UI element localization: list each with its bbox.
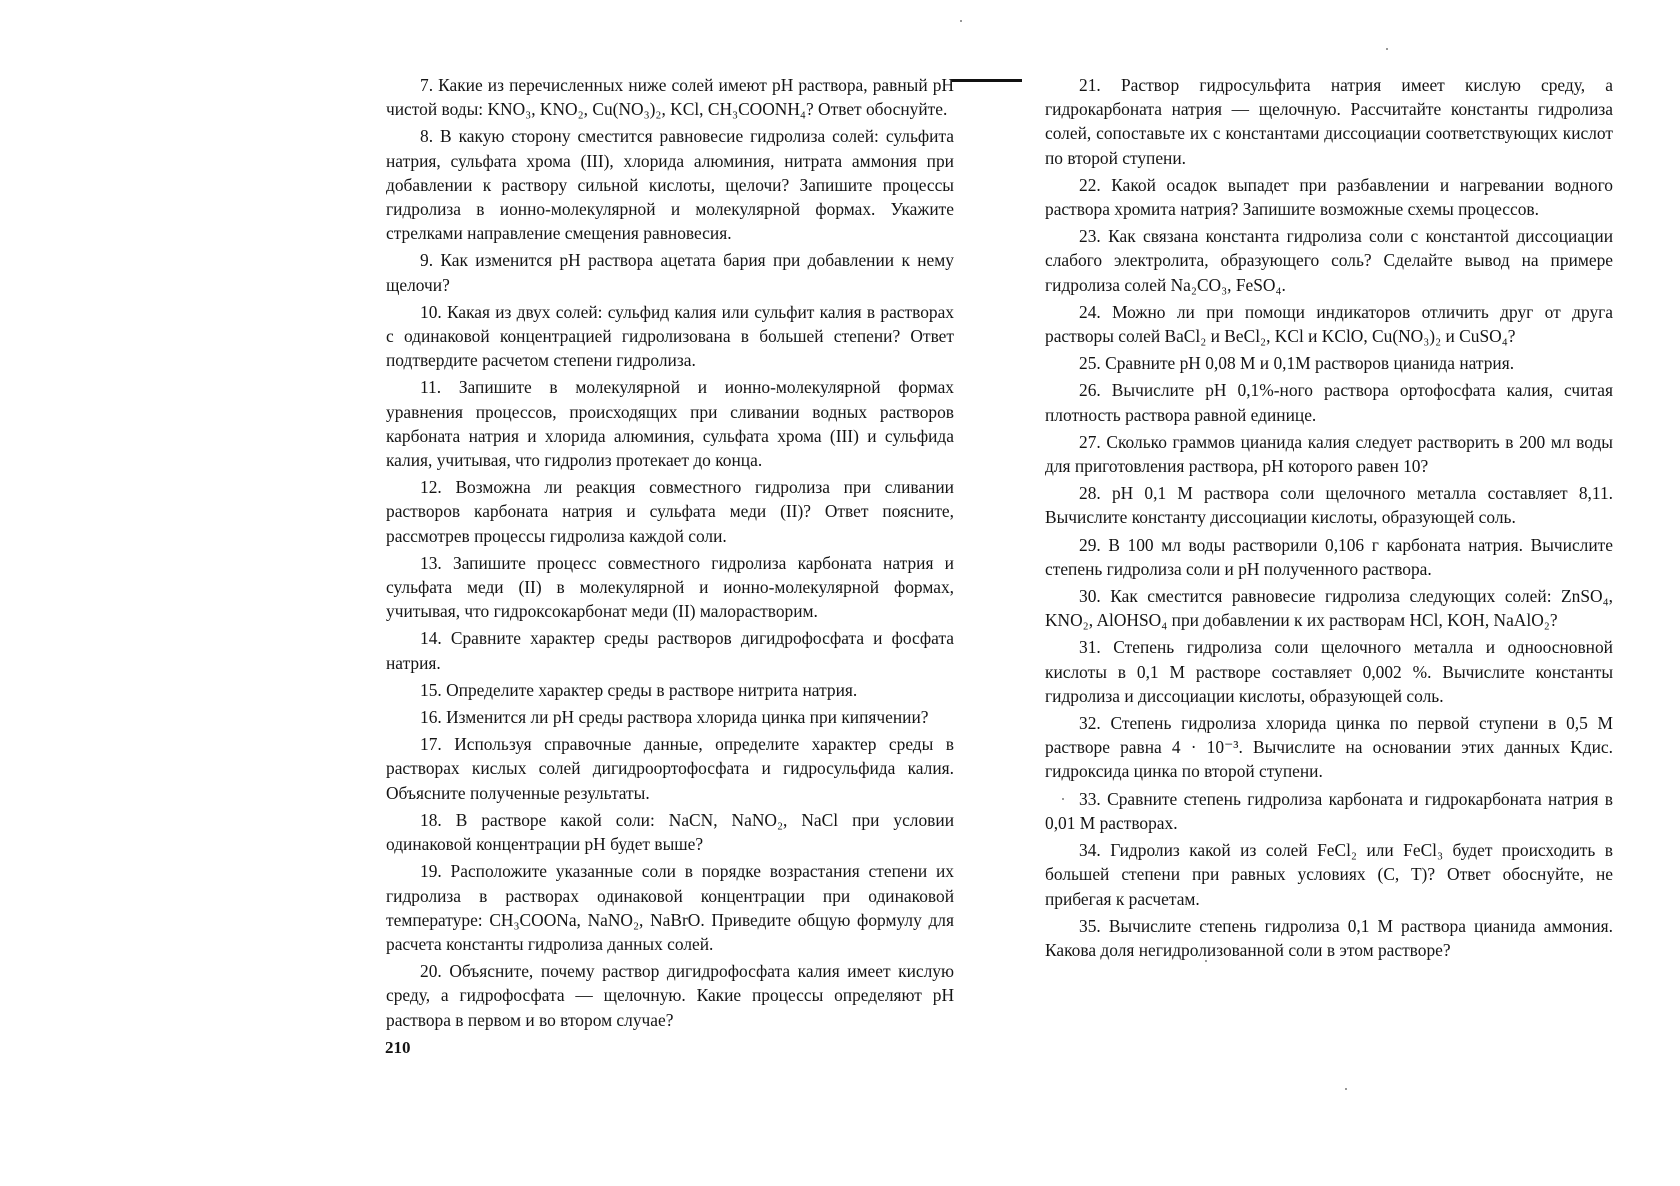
- exercise-32: 32. Степень гидролиза хлорида цинка по первой ступени в 0,5 M растворе равна 4 · 10⁻³. Вычислите на основании этих данных Kдис. гидроксида цинка по второй ступени.: [1045, 713, 1613, 782]
- exercise-35: 35. Вычислите степень гидролиза 0,1 M раствора цианида аммония. Какова доля негидролизованной соли в этом растворе?: [1045, 915, 1613, 960]
- exercise-8: 8. В какую сторону сместится равновесие гидролиза солей: сульфита натрия, сульфата хрома (III), хлорида алюминия, нитрата аммония при добавлении к раствору сильной кислоты, щелочи? Запишите процессы гидролиза в ионно-молекулярной и молекулярной формах. Укажите стрелками направление смещения равновесия.: [386, 126, 954, 244]
- scan-speck: [1345, 1088, 1347, 1090]
- exercise-11: 11. Запишите в молекулярной и ионно-молекулярной формах уравнения процессов, происходящих при сливании водных растворов карбоната натрия и хлорида алюминия, сульфата хрома (III) и сульфида калия, учитывая, что гидролиз протекает до конца.: [386, 377, 954, 471]
- exercise-18: 18. В растворе какой соли: NaCN, NaNO₂, NaCl при условии одинаковой концентрации pH будет выше?: [386, 809, 954, 855]
- exercise-19: 19. Расположите указанные соли в порядке возрастания степени их гидролиза в растворах одинаковой концентрации при одинаковой температуре: CH₃COONa, NaNO₂, NaBrO. Приведите общую формулу для расчета константы гидролиза данных солей.: [386, 861, 954, 954]
- exercise-22: 22. Какой осадок выпадет при разбавлении и нагревании водного раствора хромита натрия? Запишите возможные схемы процессов.: [1045, 174, 1613, 220]
- exercise-27: 27. Сколько граммов цианида калия следует растворить в 200 мл воды для приготовления раствора, pH которого равен 10?: [1045, 431, 1613, 477]
- exercise-21: 21. Раствор гидросульфита натрия имеет кислую среду, а гидрокарбоната натрия — щелочную. Рассчитайте константы гидролиза солей, сопоставьте их с константами диссоциации соответствующих кислот по второй ступени.: [1045, 75, 1613, 168]
- exercise-14: 14. Сравните характер среды растворов дигидрофосфата и фосфата натрия.: [386, 628, 954, 673]
- right-column: [1045, 73, 1613, 965]
- exercise-24: 24. Можно ли при помощи индикаторов отличить друг от друга растворы солей BaCl₂ и BeCl₂, KCl и KClO, Cu(NO₃)₂ и CuSO₄?: [1045, 301, 1613, 347]
- scan-artifact-rule: [952, 79, 1022, 82]
- exercise-28: 28. pH 0,1 M раствора соли щелочного металла составляет 8,11. Вычислите константу диссоциации кислоты, образующей соль.: [1045, 483, 1613, 528]
- exercise-10: 10. Какая из двух солей: сульфид калия или сульфит калия в растворах с одинаковой концентрацией гидролизована в большей степени? Ответ подтвердите расчетом степени гидролиза.: [386, 301, 954, 371]
- left-column: [386, 73, 954, 1035]
- exercise-26: 26. Вычислите pH 0,1%-ного раствора ортофосфата калия, считая плотность раствора равной единице.: [1045, 380, 1613, 425]
- page-number: 210: [385, 1038, 411, 1057]
- exercise-15: 15. Определите характер среды в растворе нитрита натрия.: [420, 679, 858, 700]
- exercise-29: 29. В 100 мл воды растворили 0,106 г карбоната натрия. Вычислите степень гидролиза соли и pH полученного раствора.: [1045, 534, 1613, 579]
- exercise-30: 30. Как сместится равновесие гидролиза следующих солей: ZnSO₄, KNO₂, AlOHSO₄ при добавлении к их растворам HCl, KOH, NaAlO₂?: [1045, 586, 1613, 631]
- exercise-17: 17. Используя справочные данные, определите характер среды в растворах кислых солей дигидроортофосфата и гидросульфида калия. Объясните полученные результаты.: [386, 734, 954, 803]
- exercise-20: 20. Объясните, почему раствор дигидрофосфата калия имеет кислую среду, а гидрофосфата — щелочную. Какие процессы определяют pH раствора в первом и во втором случае?: [386, 961, 954, 1030]
- exercise-7: 7. Какие из перечисленных ниже солей имеют pH раствора, равный pH чистой воды: KNO₃, KNO₂, Cu(NO₃)₂, KCl, CH₃COONH₄? Ответ обоснуйте.: [386, 75, 954, 120]
- exercise-16: 16. Изменится ли pH среды раствора хлорида цинка при кипячении?: [420, 707, 929, 728]
- exercise-13: 13. Запишите процесс совместного гидролиза карбоната натрия и сульфата меди (II) в молекулярной и ионно-молекулярной формах, учитывая, что гидроксокарбонат меди (II) малорастворим.: [386, 552, 954, 622]
- exercise-34: 34. Гидролиз какой из солей FeCl₂ или FeCl₃ будет происходить в большей степени при равных условиях (C, T)? Ответ обоснуйте, не прибегая к расчетам.: [1045, 840, 1613, 909]
- exercise-31: 31. Степень гидролиза соли щелочного металла и одноосновной кислоты в 0,1 M растворе составляет 0,002 %. Вычислите константы гидролиза и диссоциации кислоты, образующей соль.: [1045, 637, 1613, 706]
- scan-speck: [960, 20, 962, 22]
- exercise-12: 12. Возможна ли реакция совместного гидролиза при сливании растворов карбоната натрия и сульфата меди (II)? Ответ поясните, рассмотрев процессы гидролиза каждой соли.: [386, 477, 954, 546]
- scan-speck: [1386, 48, 1388, 50]
- exercise-9: 9. Как изменится pH раствора ацетата бария при добавлении к нему щелочи?: [386, 250, 954, 295]
- exercise-23: 23. Как связана константа гидролиза соли с константой диссоциации слабого электролита, образующего соль? Сделайте вывод на примере гидролиза солей Na₂CO₃, FeSO₄.: [1045, 226, 1613, 295]
- exercise-33: 33. Сравните степень гидролиза карбоната и гидрокарбоната натрия в 0,01 M растворах.: [1045, 788, 1613, 833]
- exercise-25: 25. Сравните pH 0,08 M и 0,1M растворов цианида натрия.: [1079, 353, 1515, 374]
